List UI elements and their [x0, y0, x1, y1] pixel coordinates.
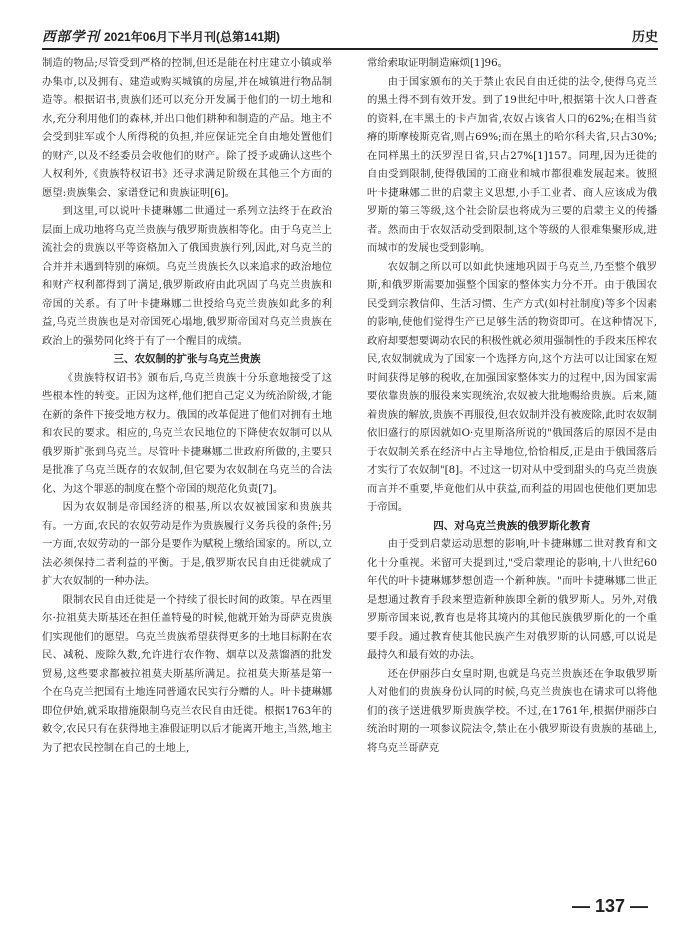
- left-column: [42, 54, 332, 757]
- right-column: [367, 54, 657, 757]
- paragraph: 还在伊丽莎白女皇时期,也就是乌克兰贵族还在争取俄罗斯人对他们的贵族身份认同的时候,乌克兰贵族也在请求可以将他们的孩子送进俄罗斯贵族学校。不过,在1761年,根据伊丽莎白统治时期的一项参议院法令,禁止在小俄罗斯设有贵族的基础上,将乌克兰哥萨克: [367, 667, 657, 754]
- issue-info: 2021年06月下半月刊(总第141期): [104, 30, 281, 44]
- running-header: [42, 22, 658, 50]
- paragraph: 《贵族特权诏书》颁布后,乌克兰贵族十分乐意地接受了这些根本性的转变。正因为这样,他们把自己定义为统治阶级,才能在新的条件下接受地方权力。俄国的改革促进了他们对拥有土地和农民的要求。相应的,乌克兰农民地位的下降使农奴制可以从俄罗斯扩张到乌克兰。尽管叶卡捷琳娜二世政府所做的,主要只是批准了乌克兰既存的农奴制,但它要为农奴制在乌克兰的合法化、为这个罪恶的制度在整个帝国的规范化负责[7]。: [42, 371, 332, 495]
- section-heading: 四、对乌克兰贵族的俄罗斯化教育: [433, 519, 591, 532]
- paragraph: 制造的物品;尽管受到严格的控制,但还是能在村庄建立小镇或举办集市,以及拥有、建造或购买城镇的房屋,并在城镇进行物品制造等。根据诏书,贵族们还可以充分开发属于他们的一切土地和水,充分利用他们的森林,并出口他们耕种和制造的产品。地主不会受到驻军或个人所得税的负担,并应保证完全自由地处置他们的财产,以及不经委员会收他们的财产。除了授予或确认这些个人权利外,《贵族特权诏书》还寻求满足阶级在其他三个方面的愿望:贵族集会、家谱登记和贵族证明[6]。: [42, 57, 332, 199]
- section-name: 历史: [631, 28, 658, 44]
- header-left: [42, 25, 280, 45]
- paragraph: 农奴制之所以可以如此快速地巩固于乌克兰,乃至整个俄罗斯,和俄罗斯需要加强整个国家的整体实力分不开。由于俄国农民受到宗教信仰、生活习惯、生产方式(如村社制度)等多个因素的影响,使他们觉得生产已足够生活的物资即可。在这种情况下,政府却要想要调动农民的积极性就必须用强制性的手段来压榨农民,农奴制就成为了国家一个选择方向,这个方法可以让国家在短时间获得足够的税收,在加强国家整体实力的过程中,因为国家需要依靠贵族的服役来实现统治,农奴被大批地赐给贵族。后来,随着贵族的解放,贵族不再服役,但农奴制并没有被废除,此时农奴制依旧盛行的原因就如О·克里斯洛所说的"俄国落后的原因不是由于农奴制关系在经济中占主导地位,恰恰相反,正是由于俄国落后才实行了农奴制"[8]。不过这一切对从中受到甜头的乌克兰贵族而言并不重要,毕竟他们从中获益,而利益的用固也使他们更加忠于帝国。: [367, 260, 657, 513]
- section-heading: 三、农奴制的扩张与乌克兰贵族: [113, 353, 261, 365]
- paragraph: 由于国家颁布的关于禁止农民自由迁徙的法令,使得乌克兰的黑土得不到有效开发。到了19世纪中叶,根据第十次人口普查的资料,在丰黑土的卡卢加省,农奴占该省人口的62%;在相当贫瘠的斯摩棱斯克省,则占69%;而在黑土的哈尔科夫省,只占30%;在同样黑土的沃罗涅日省,只占27%[1]157。同理,因为迁徙的自由受到限制,使得俄国的工商业和城市都很难发展起来。彼照叶卡捷琳娜二世的启蒙主义思想,小手工业者、商人应该成为俄罗斯的第三等级,这个社会阶层也将成为三要的启蒙主义的传播者。然而由于农奴活动受到限制,这个等级的人很难集聚形成,进而城市的发展也受到影响。: [367, 75, 657, 254]
- paragraph: 限制农民自由迁徙是一个持续了很长时间的政策。早在西里尔·拉祖莫夫斯基还在担任盖特曼的时候,他就开始为哥萨克贵族们实现他们的愿望。乌克兰贵族希望获得更多的土地目标附在农民、减税、废除久数,允许进行农作物、烟草以及蒸馏酒的批发贸易,这些要求都被拉祖莫夫斯基所满足。拉祖莫夫斯基是第一个在乌克兰把国有土地连同普通农民实行分赠的人。叶卡捷琳娜即位伊始,就采取措施限制乌克兰农民自由迁徙。根据1763年的敕令,农民只有在获得地主准假证明以后才能离开地主,当然,地主为了把农民控制在自己的土地上,: [42, 593, 332, 754]
- page-number: — 137 —: [571, 896, 649, 916]
- paragraph: 到这里,可以说叶卡捷琳娜二世通过一系列立法终于在政治层面上成功地将乌克兰贵族与俄罗斯贵族相等化。由于乌克兰上流社会的贵族以平等资格加入了俄国贵族行列,因此,对乌克兰的合并并未遇到特别的麻烦。乌克兰贵族长久以来追求的政治地位和财产权利都得到了满足,俄罗斯政府由此巩固了乌克兰贵族和帝国的关系。有了叶卡捷琳娜二世授给乌克兰贵族如此多的利益,乌克兰贵族也是对帝国死心塌地,俄罗斯帝国对乌克兰贵族在政治上的强势同化终于有了一个醒目的成绩。: [42, 205, 332, 347]
- paragraph: 由于受到启蒙运动思想的影响,叶卡捷琳娜二世对教育和文化十分重视。米留可夫提到过,"受启蒙理论的影响,十八世纪60年代的叶卡捷琳娜梦想创造一个新种族。"而叶卡捷琳娜二世正是想通过教育手段来塑造新种族即全新的俄罗斯人。另外,对俄罗斯帝国来说,教育也是将其境内的其他民族俄罗斯化的一个重要手段。通过教育使其他民族产生对俄罗斯的认同感,可以说是最持久和最有效的办法。: [367, 538, 657, 661]
- journal-logo: 西部学刊: [42, 29, 100, 45]
- paragraph: 常给索取证明制造麻烦[1]96。: [367, 57, 508, 69]
- paragraph: 因为农奴制是帝国经济的根基,所以农奴被国家和贵族共有。一方面,农民的农奴劳动是作为贵族履行义务兵役的条件;另一方面,农奴劳动的一部分是要作为赋税上缴给国家的。所以,立法必须保持二者利益的平衡。于是,俄罗斯农民自由迁徙就成了扩大农奴制的一种办法。: [42, 501, 332, 587]
